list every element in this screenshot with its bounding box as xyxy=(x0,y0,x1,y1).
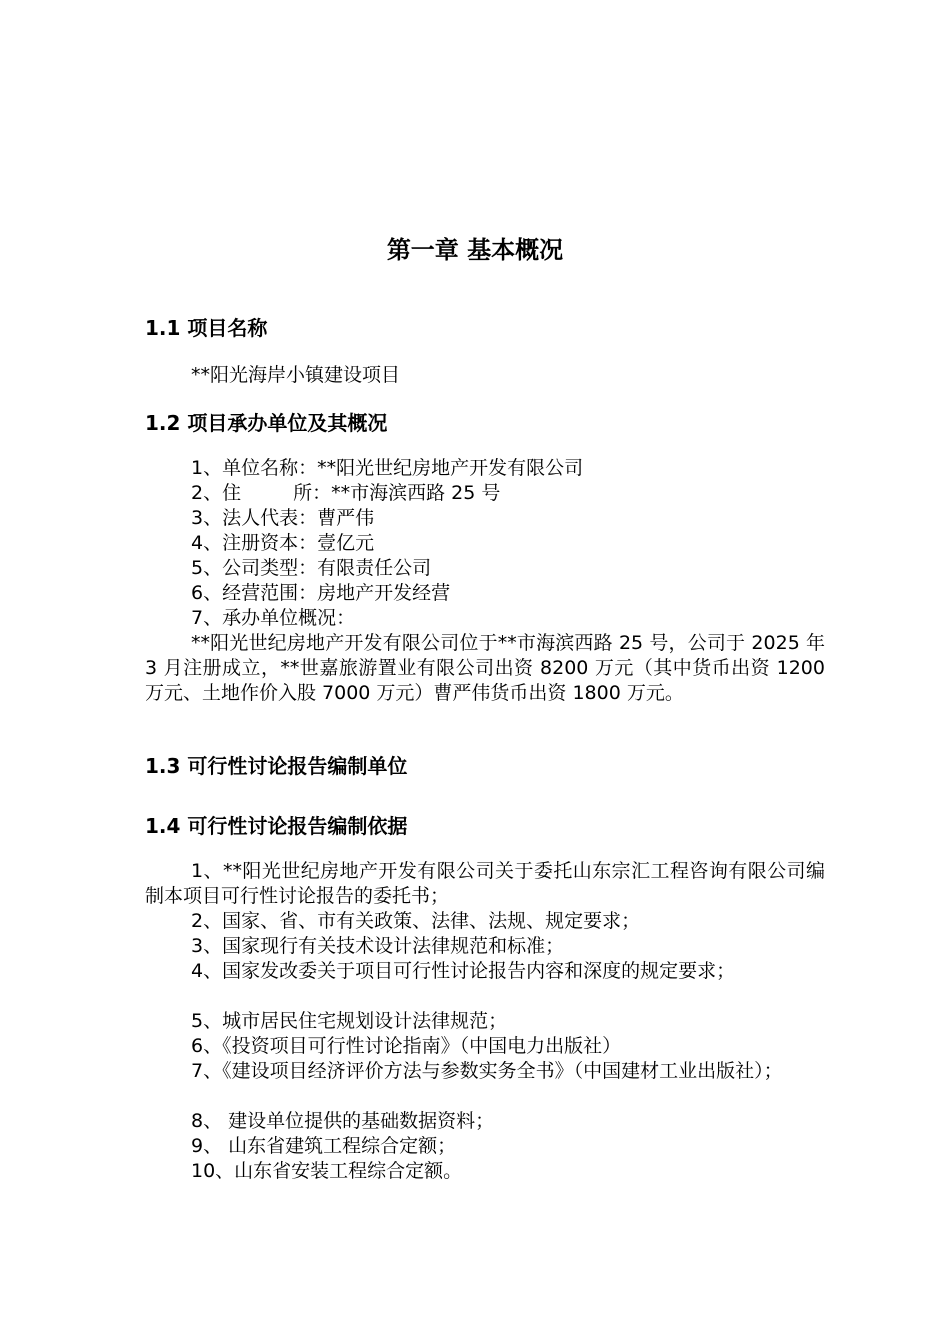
list-item: 4、注册资本：壹亿元 xyxy=(191,532,375,554)
list-item: 6、《投资项目可行性讨论指南》（中国电力出版社） xyxy=(191,1035,622,1057)
section-1-4-heading: 1.4 可行性讨论报告编制依据 xyxy=(145,814,408,838)
list-item: 9、 山东省建筑工程综合定额； xyxy=(191,1135,457,1157)
list-item: 1、单位名称：**阳光世纪房地产开发有限公司 xyxy=(191,457,584,479)
list-item: 2、国家、省、市有关政策、法律、法规、规定要求； xyxy=(191,910,641,932)
list-item: 5、公司类型：有限责任公司 xyxy=(191,557,432,579)
list-item: 7、《建设项目经济评价方法与参数实务全书》（中国建材工业出版社）； xyxy=(191,1060,783,1082)
address-label: 2、住 xyxy=(191,482,242,504)
list-item: 7、承办单位概况： xyxy=(191,607,356,629)
project-name: **阳光海岸小镇建设项目 xyxy=(191,364,401,386)
address-value: 所：**市海滨西路 25 号 xyxy=(293,482,501,504)
list-item: 3、法人代表：曹严伟 xyxy=(191,507,375,529)
list-item: 4、国家发改委关于项目可行性讨论报告内容和深度的规定要求； xyxy=(191,960,736,982)
section-1-3-heading: 1.3 可行性讨论报告编制单位 xyxy=(145,754,408,778)
list-item: 10、山东省安装工程综合定额。 xyxy=(191,1160,463,1182)
chapter-title: 第一章 基本概况 xyxy=(386,236,564,264)
list-item: 1、**阳光世纪房地产开发有限公司关于委托山东宗汇工程咨询有限公司编制本项目可行性讨论报告的委托书； xyxy=(145,860,825,907)
section-1-1-heading: 1.1 项目名称 xyxy=(145,316,268,340)
company-overview: **阳光世纪房地产开发有限公司位于**市海滨西路 25 号，公司于 2025 年 3 月注册成立，**世嘉旅游置业有限公司出资 8200 万元（其中货币出资 1200 万元、土地作价入股 7000 万元）曹严伟货币出资 1800 万元。 xyxy=(145,632,825,704)
list-item: 6、经营范围：房地产开发经营 xyxy=(191,582,451,604)
list-item-address xyxy=(191,481,831,506)
list-item: 3、国家现行有关技术设计法律规范和标准； xyxy=(191,935,565,957)
list-item: 8、 建设单位提供的基础数据资料； xyxy=(191,1110,495,1132)
list-item: 5、城市居民住宅规划设计法律规范； xyxy=(191,1010,508,1032)
section-1-2-heading: 1.2 项目承办单位及其概况 xyxy=(145,411,388,435)
